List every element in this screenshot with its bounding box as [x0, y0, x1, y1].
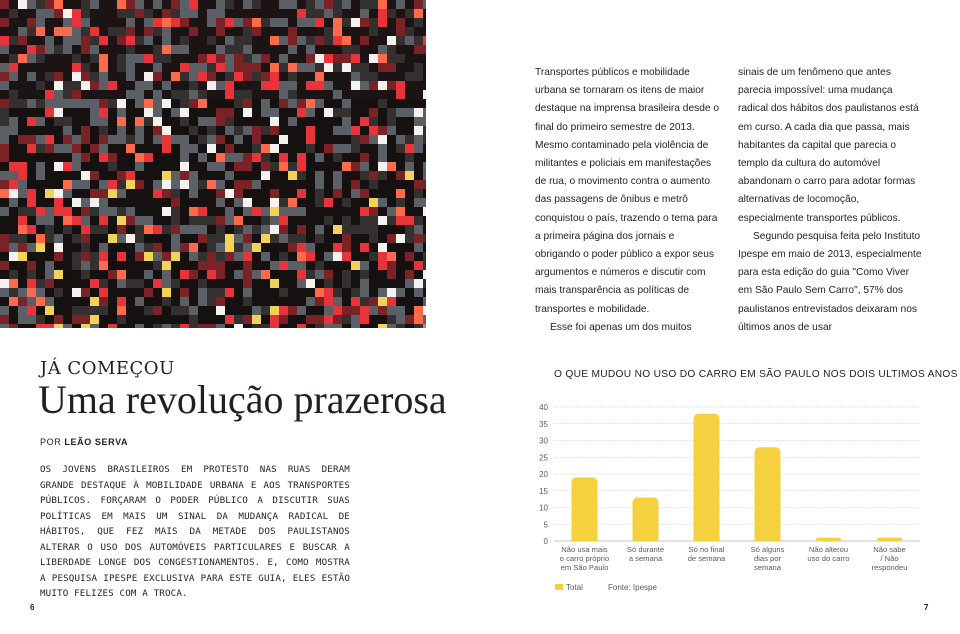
chart-bar: [572, 477, 598, 541]
chart-bar-base: [633, 535, 659, 541]
chart-bar-base: [572, 535, 598, 541]
body-paragraph: sinais de um fenômeno que antes parecia impossível: uma mudança radical dos hábitos dos paulistanos está em curso. A cada dia que passa, mais habitantes da capital que parecia o templo da cultura do automóvel abandonam o carro para adotar formas alternativas de locomoção, especialmente transportes públicos.: [738, 67, 919, 224]
bar-chart-svg: [528, 394, 928, 604]
x-tick-label: Só alguns: [750, 545, 785, 554]
y-tick-label: 10: [539, 503, 548, 513]
x-tick-label: respondeu: [871, 563, 908, 572]
legend-swatch: [555, 584, 563, 590]
y-tick-label: 30: [539, 436, 548, 446]
bar-chart: [528, 394, 928, 604]
body-paragraph: Segundo pesquisa feita pelo Instituto Ipespe em maio de 2013, especialmente para esta edição do guia "Como Viver em São Paulo Sem Carro", 57% dos paulistanos entrevistados deixaram nos últimos anos de usar: [738, 230, 922, 333]
chart-title: O QUE MUDOU NO USO DO CARRO EM SÃO PAULO NOS DOIS ULTIMOS ANOS: [554, 369, 958, 380]
body-column-2: [738, 64, 923, 337]
x-tick-label: em São Paulo: [560, 563, 609, 572]
x-tick-label: o carro próprio: [559, 554, 610, 563]
body-paragraph: Esse foi apenas um dos muitos: [550, 321, 692, 333]
x-tick-label: uso do carro: [807, 554, 850, 563]
chart-bar-base: [755, 535, 781, 541]
chart-source: Fonte: Ipespe: [608, 583, 657, 592]
chart-bar-base: [694, 535, 720, 541]
legend-label: Total: [566, 583, 583, 592]
y-tick-label: 0: [543, 537, 548, 546]
x-tick-label: Não sabe: [873, 545, 906, 554]
y-tick-label: 40: [539, 403, 548, 412]
x-tick-label: / Não: [880, 554, 899, 563]
body-column-1: [535, 64, 720, 337]
y-tick-label: 25: [539, 453, 548, 463]
chart-bar: [816, 538, 842, 541]
x-tick-label: Só no final: [688, 545, 725, 554]
y-tick-label: 5: [543, 520, 548, 530]
chart-bar: [633, 497, 659, 541]
x-tick-label: de semana: [687, 554, 726, 563]
article-kicker: JÁ COMEÇOU: [40, 358, 175, 379]
chart-bar: [694, 414, 720, 541]
page-number-right: 7: [924, 603, 929, 612]
chart-bar: [877, 538, 903, 541]
y-tick-label: 20: [539, 470, 548, 479]
x-tick-label: semana: [753, 563, 782, 572]
page-number-left: 6: [30, 603, 35, 612]
article-headline: Uma revolução prazerosa: [38, 377, 447, 422]
byline-prefix: POR: [40, 437, 62, 447]
y-tick-label: 35: [539, 419, 548, 429]
chart-bar: [755, 447, 781, 541]
pixelated-traffic-photo-icon: [0, 0, 426, 328]
traffic-photo: [0, 0, 426, 328]
byline: [40, 437, 128, 447]
x-tick-label: dias por: [753, 554, 782, 563]
x-tick-label: a semana: [628, 554, 663, 563]
y-tick-label: 15: [539, 486, 548, 496]
body-paragraph: Transportes públicos e mobilidade urbana se tornaram os itens de maior destaque na imprensa brasileira desde o final do primeiro semestre de 2013. Mesmo contaminado pela violência de militantes e policiais em manifestações de rua, o movimento contra o aumento das passagens de ônibus e metrô conquistou o país, trazendo o tema para a primeira página dos jornais e obrigando o poder público a expor seus argumentos e números e discutir com mais transparência as políticas de transportes e mobilidade.: [535, 67, 720, 315]
x-tick-label: Só durante: [626, 545, 665, 554]
lead-paragraph: OS JOVENS BRASILEIROS EM PROTESTO NAS RUAS DERAM GRANDE DESTAQUE À MOBILIDADE URBANA E AOS TRANSPORTES PÚBLICOS. FORÇARAM O PODER PÚBLICO A DISCUTIR SUAS POLÍTICAS EM MAIS UM SINAL DA MUDANÇA RADICAL DE HÁBITOS, QUE FEZ MAIS DA METADE DOS PAULISTANOS ALTERAR O USO DOS AUTOMÓVEIS PARTICULARES E BUSCAR A LIBERDADE LONGE DOS CONGESTIONAMENTOS. E, COMO MOSTRA A PESQUISA IPESPE EXCLUSIVA PARA ESTE GUIA, ELES ESTÃO MUITO FELIZES COM A TROCA.: [40, 464, 350, 599]
byline-author: LEÃO SERVA: [64, 437, 129, 447]
x-tick-label: Não usa mais: [561, 545, 608, 554]
x-tick-label: Não alterou: [808, 545, 849, 554]
